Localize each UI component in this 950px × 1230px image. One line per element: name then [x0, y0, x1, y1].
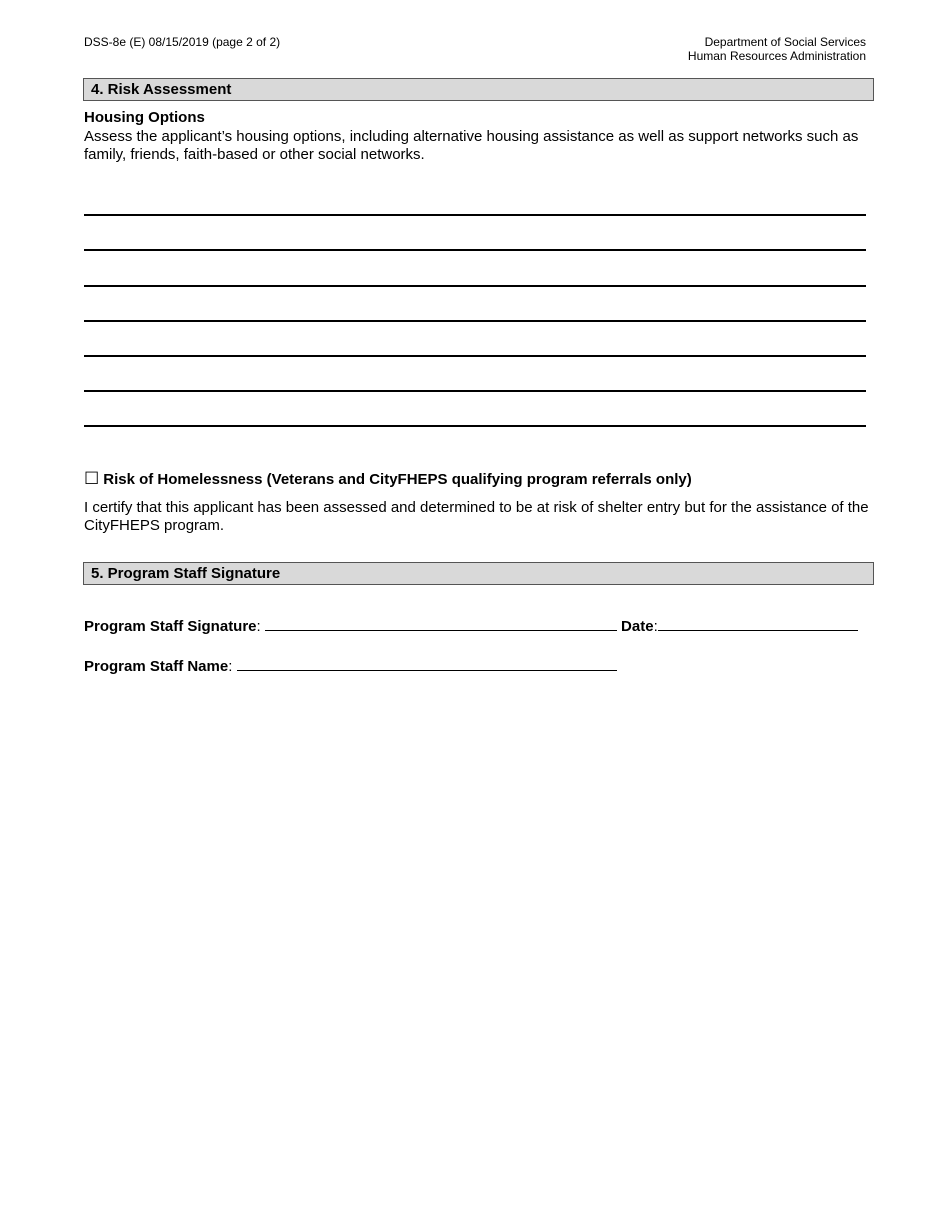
staff-name-label: Program Staff Name [84, 658, 229, 675]
housing-options-line-2[interactable] [84, 249, 866, 251]
housing-options-line-7[interactable] [84, 425, 866, 427]
risk-of-homelessness-checkbox[interactable]: ☐ [84, 469, 100, 488]
department-block [688, 35, 866, 63]
form-id: DSS-8e (E) 08/15/2019 (page 2 of 2) [84, 35, 281, 49]
housing-options-line-1[interactable] [84, 214, 866, 216]
staff-name-colon: : [228, 658, 233, 675]
housing-options-line-3[interactable] [84, 285, 866, 287]
staff-name-row [84, 656, 617, 676]
housing-options-line-4[interactable] [84, 320, 866, 322]
administration-name: Human Resources Administration [687, 49, 866, 63]
housing-options-line-5[interactable] [84, 355, 866, 357]
section-risk-assessment-header: 4. Risk Assessment [83, 78, 874, 101]
staff-name-field[interactable] [237, 656, 617, 671]
risk-of-homelessness-label: Risk of Homelessness (Veterans and CityFHEPS qualifying program referrals only) [103, 471, 692, 488]
signature-row [84, 616, 858, 636]
housing-options-line-6[interactable] [84, 390, 866, 392]
date-colon: : [653, 618, 658, 635]
housing-options-heading: Housing Options [84, 109, 205, 126]
housing-options-description: Assess the applicant’s housing options, including alternative housing assistance as well as support networks such as family, friends, faith-based or other social networks. [84, 128, 859, 163]
date-field[interactable] [658, 616, 858, 631]
signature-colon: : [256, 618, 261, 635]
risk-of-homelessness-row [84, 470, 692, 489]
department-name: Department of Social Services [704, 35, 866, 49]
certification-text: I certify that this applicant has been assessed and determined to be at risk of shelter entry but for the assistance of the CityFHEPS program. [84, 499, 869, 534]
signature-field[interactable] [265, 616, 617, 631]
signature-label: Program Staff Signature [84, 618, 257, 635]
section-program-staff-signature-header: 5. Program Staff Signature [83, 562, 874, 585]
date-label: Date [621, 618, 654, 635]
